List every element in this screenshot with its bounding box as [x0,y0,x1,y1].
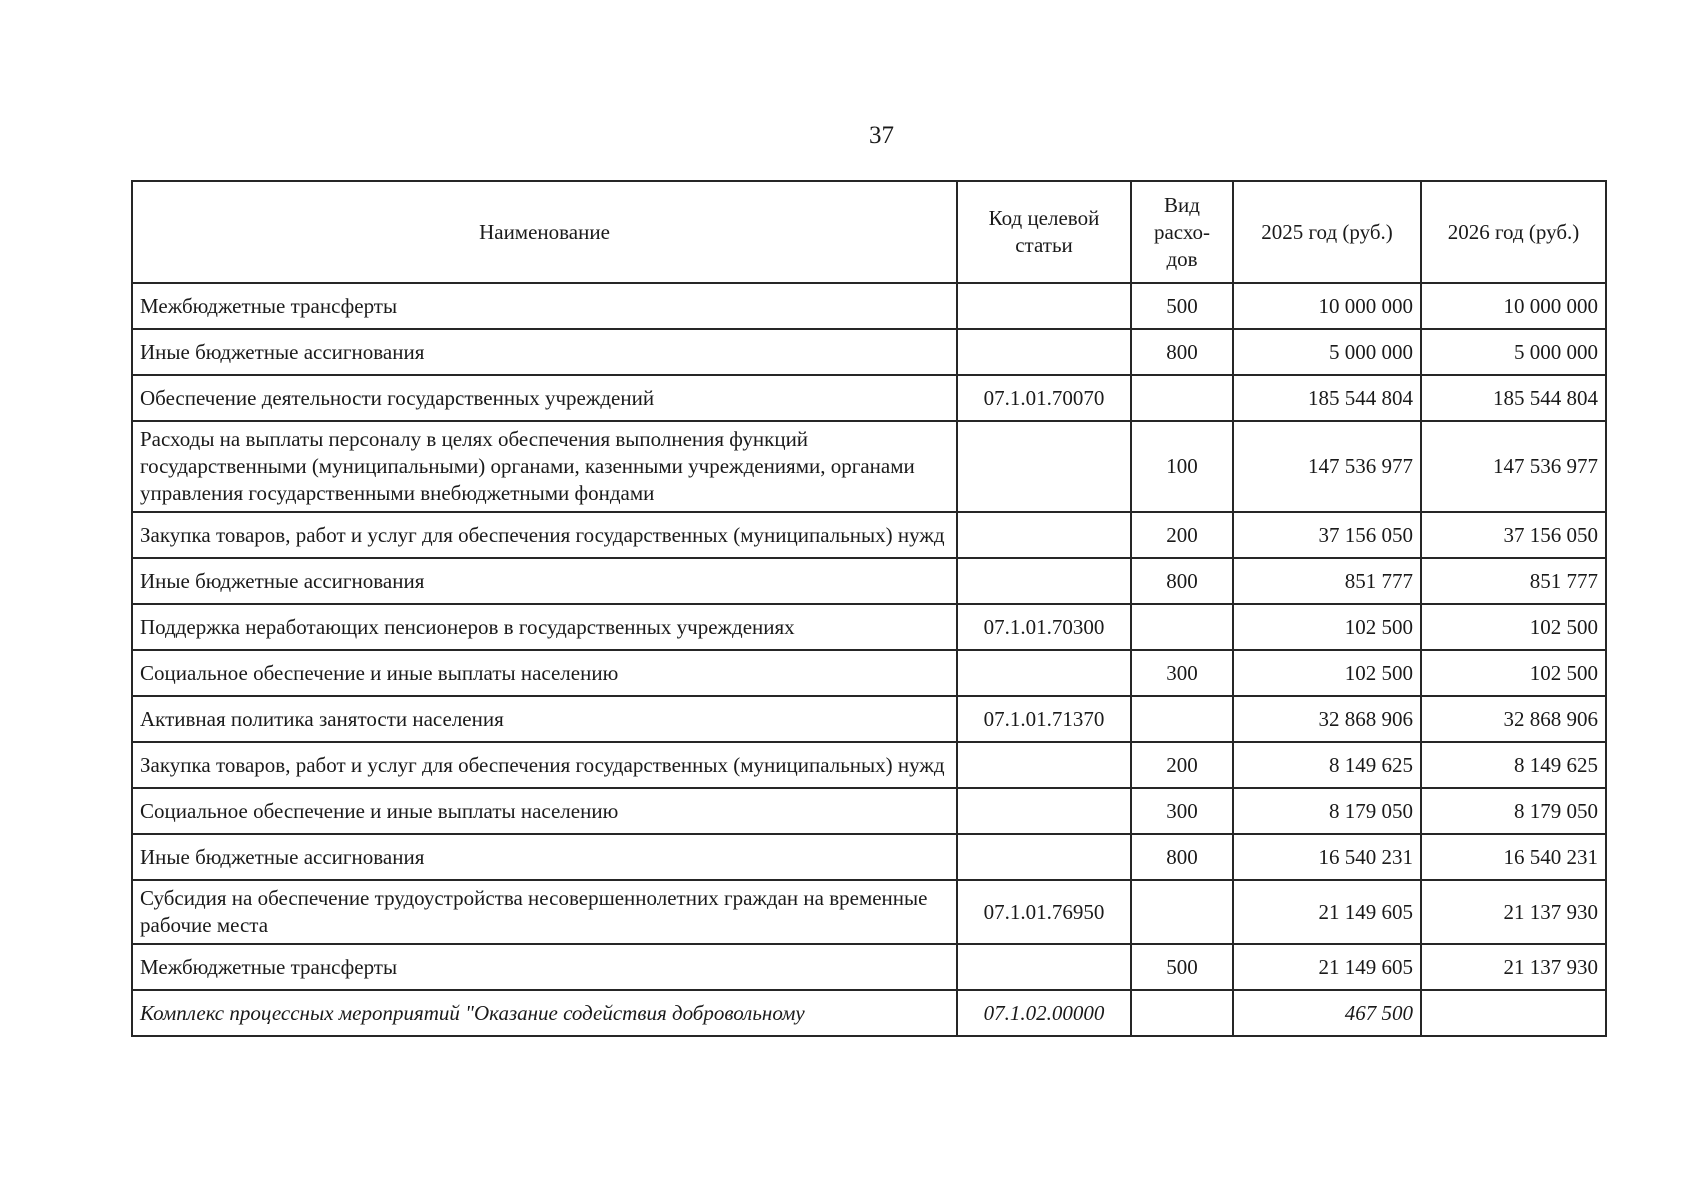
header-2026: 2026 год (руб.) [1421,181,1606,283]
row-2025: 147 536 977 [1233,421,1421,512]
row-2025: 21 149 605 [1233,880,1421,944]
row-2025: 185 544 804 [1233,375,1421,421]
header-name: Наименование [132,181,957,283]
row-name: Активная политика занятости населения [132,696,957,742]
row-2025: 102 500 [1233,604,1421,650]
row-name: Иные бюджетные ассигнования [132,329,957,375]
row-code [957,421,1131,512]
table-row [132,512,1606,558]
row-2025: 8 179 050 [1233,788,1421,834]
row-2025: 851 777 [1233,558,1421,604]
row-kind: 200 [1131,512,1233,558]
row-2025: 21 149 605 [1233,944,1421,990]
row-code [957,742,1131,788]
table-row [132,880,1606,944]
table-row [132,834,1606,880]
row-name: Межбюджетные трансферты [132,944,957,990]
row-kind [1131,696,1233,742]
row-name: Социальное обеспечение и иные выплаты населению [132,788,957,834]
row-kind: 500 [1131,283,1233,329]
row-kind: 300 [1131,650,1233,696]
row-name: Закупка товаров, работ и услуг для обеспечения государственных (муниципальных) нужд [132,512,957,558]
row-2026: 16 540 231 [1421,834,1606,880]
table-row [132,283,1606,329]
table-row [132,604,1606,650]
row-2026 [1421,990,1606,1036]
table-row [132,650,1606,696]
row-code [957,650,1131,696]
row-name: Расходы на выплаты персоналу в целях обеспечения выполнения функций государственными (муниципальными) органами, казенными учреждениями, органами управления государственными внебюджетными фондами [132,421,957,512]
row-code: 07.1.01.70070 [957,375,1131,421]
row-2025: 5 000 000 [1233,329,1421,375]
table-row [132,944,1606,990]
row-kind: 100 [1131,421,1233,512]
table-row [132,696,1606,742]
row-code: 07.1.01.70300 [957,604,1131,650]
row-2025: 16 540 231 [1233,834,1421,880]
row-name: Иные бюджетные ассигнования [132,558,957,604]
row-name: Иные бюджетные ассигнования [132,834,957,880]
row-2025: 467 500 [1233,990,1421,1036]
header-2025: 2025 год (руб.) [1233,181,1421,283]
row-code [957,558,1131,604]
row-name: Субсидия на обеспечение трудоустройства несовершеннолетних граждан на временные рабочие места [132,880,957,944]
row-2025: 102 500 [1233,650,1421,696]
table-row [132,421,1606,512]
table-row [132,990,1606,1036]
row-code [957,834,1131,880]
row-code [957,329,1131,375]
row-2025: 8 149 625 [1233,742,1421,788]
row-kind: 800 [1131,329,1233,375]
row-code [957,512,1131,558]
row-name: Комплекс процессных мероприятий "Оказание содействия добровольному [132,990,957,1036]
row-2026: 102 500 [1421,650,1606,696]
row-code [957,788,1131,834]
table-row [132,788,1606,834]
row-2026: 37 156 050 [1421,512,1606,558]
row-name: Межбюджетные трансферты [132,283,957,329]
row-kind: 800 [1131,834,1233,880]
row-kind: 200 [1131,742,1233,788]
row-name: Социальное обеспечение и иные выплаты населению [132,650,957,696]
row-2026: 21 137 930 [1421,880,1606,944]
table-header-row [132,181,1606,283]
budget-table [131,180,1607,1037]
row-2026: 8 179 050 [1421,788,1606,834]
row-code [957,283,1131,329]
row-name: Обеспечение деятельности государственных учреждений [132,375,957,421]
row-2025: 10 000 000 [1233,283,1421,329]
row-2026: 185 544 804 [1421,375,1606,421]
row-2025: 32 868 906 [1233,696,1421,742]
row-code: 07.1.02.00000 [957,990,1131,1036]
row-2026: 147 536 977 [1421,421,1606,512]
row-kind: 500 [1131,944,1233,990]
page-number: 37 [869,122,894,149]
row-kind: 800 [1131,558,1233,604]
row-2026: 21 137 930 [1421,944,1606,990]
row-kind: 300 [1131,788,1233,834]
row-2026: 851 777 [1421,558,1606,604]
row-code: 07.1.01.76950 [957,880,1131,944]
row-name: Закупка товаров, работ и услуг для обеспечения государственных (муниципальных) нужд [132,742,957,788]
row-kind [1131,990,1233,1036]
row-2026: 10 000 000 [1421,283,1606,329]
row-2025: 37 156 050 [1233,512,1421,558]
table-row [132,329,1606,375]
row-kind [1131,375,1233,421]
row-kind [1131,880,1233,944]
table-row [132,558,1606,604]
table-row [132,375,1606,421]
row-2026: 5 000 000 [1421,329,1606,375]
row-code: 07.1.01.71370 [957,696,1131,742]
row-2026: 8 149 625 [1421,742,1606,788]
row-name: Поддержка неработающих пенсионеров в государственных учреждениях [132,604,957,650]
row-2026: 102 500 [1421,604,1606,650]
header-kind: Вид расхо-дов [1131,181,1233,283]
row-2026: 32 868 906 [1421,696,1606,742]
header-code: Код целевой статьи [957,181,1131,283]
table-row [132,742,1606,788]
row-code [957,944,1131,990]
row-kind [1131,604,1233,650]
